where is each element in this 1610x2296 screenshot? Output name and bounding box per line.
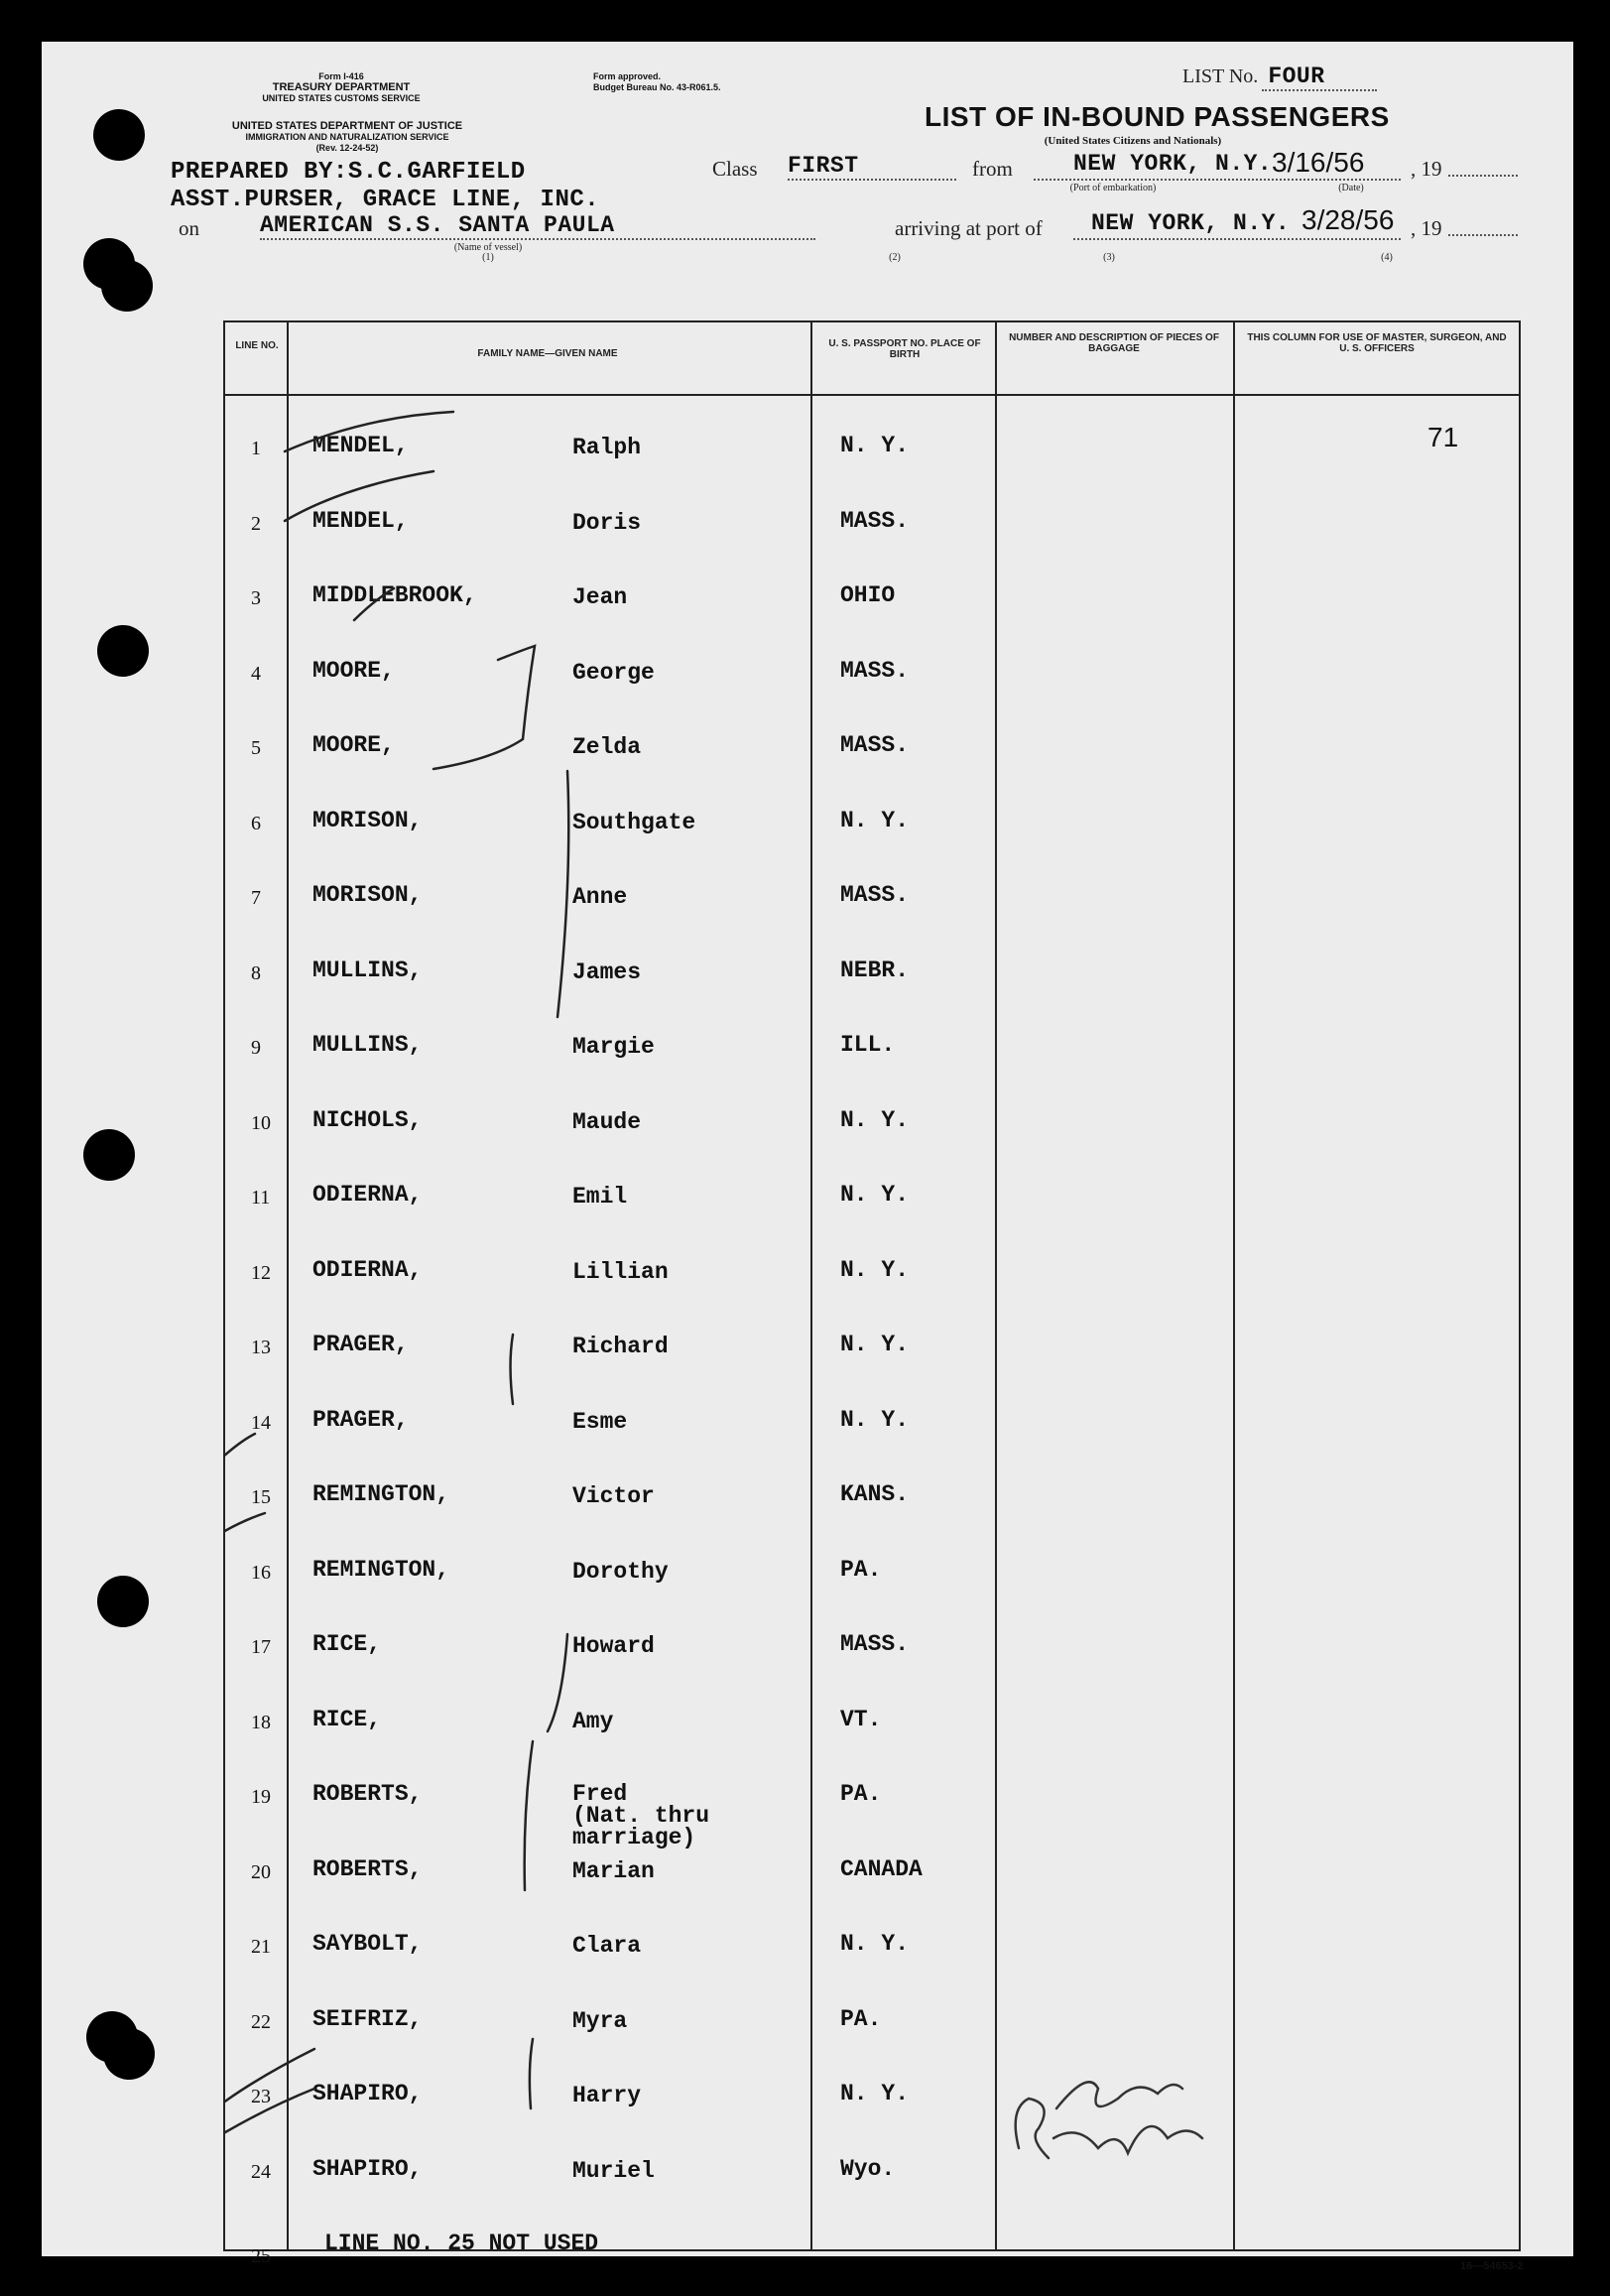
place-of-birth: PA. xyxy=(840,2005,882,2032)
family-name: RICE, xyxy=(312,1706,382,1732)
bracket-stroke xyxy=(511,1335,514,1404)
line-number: 4 xyxy=(251,662,261,685)
family-name: ODIERNA, xyxy=(312,1182,423,1208)
check-stroke xyxy=(285,471,433,521)
given-name: Lillian xyxy=(572,1258,669,1285)
year-blank-1 xyxy=(1448,175,1518,177)
family-name: SAYBOLT, xyxy=(312,1931,423,1957)
revision-date: (Rev. 12-24-52) xyxy=(315,143,379,153)
place-of-birth: CANADA xyxy=(840,1855,923,1882)
place-of-birth: N. Y. xyxy=(840,2081,910,2106)
family-name: PRAGER, xyxy=(312,1406,409,1433)
punch-hole xyxy=(97,1576,149,1627)
punch-hole xyxy=(103,2028,155,2080)
line-number: 17 xyxy=(251,1636,271,1658)
punch-hole xyxy=(93,109,145,161)
place-of-birth: MASS. xyxy=(840,882,910,908)
line-number: 3 xyxy=(251,587,261,609)
from-label: from xyxy=(972,157,1013,181)
footer-code: 16—54653-2 xyxy=(1460,2260,1524,2272)
line-number: 8 xyxy=(251,961,261,984)
col2-number: (2) xyxy=(889,252,901,263)
line-number: 12 xyxy=(251,1261,271,1284)
family-name: MULLINS, xyxy=(312,1032,423,1058)
arrival-field xyxy=(1073,204,1401,240)
line-number: 25 xyxy=(251,2245,271,2267)
line-number: 5 xyxy=(251,737,261,759)
embarkation-port: NEW YORK, N.Y. xyxy=(1073,151,1273,177)
line-number: 23 xyxy=(251,2086,271,2107)
place-of-birth: KANS. xyxy=(840,1481,910,1507)
family-name: RICE, xyxy=(312,1631,382,1657)
check-stroke xyxy=(225,2049,314,2108)
family-name: MORISON, xyxy=(312,882,423,908)
check-stroke xyxy=(225,2089,314,2138)
given-name: James xyxy=(572,958,642,985)
bracket-stroke xyxy=(548,1634,567,1731)
line-number: 11 xyxy=(251,1187,271,1209)
check-stroke xyxy=(354,588,394,620)
line-number: 1 xyxy=(251,438,261,459)
col-header-officers: THIS COLUMN FOR USE OF MASTER, SURGEON, AND U. S. OFFICERS xyxy=(1247,332,1507,354)
family-name: ROBERTS, xyxy=(312,1855,423,1882)
given-name: Fred (Nat. thru marriage) xyxy=(572,1781,710,1850)
handwritten-marks xyxy=(225,322,1523,2253)
bracket-stroke xyxy=(530,2039,533,2108)
dept-justice: UNITED STATES DEPARTMENT OF JUSTICE xyxy=(231,120,463,132)
col4-number: (4) xyxy=(1381,252,1393,263)
given-name: Southgate xyxy=(572,809,696,835)
budget-bureau: Budget Bureau No. 43-R061.5. xyxy=(593,82,721,92)
given-name: Richard xyxy=(572,1334,669,1359)
year-blank-2 xyxy=(1448,234,1518,236)
bracket-stroke xyxy=(557,771,568,1017)
list-no-value: FOUR xyxy=(1262,64,1377,91)
family-name: SEIFRIZ, xyxy=(312,2005,423,2032)
line-number: 15 xyxy=(251,1486,271,1508)
place-of-birth: MASS. xyxy=(840,657,910,684)
given-name: Zelda xyxy=(572,734,642,760)
approval-block xyxy=(593,71,721,93)
family-name: ROBERTS, xyxy=(312,1781,423,1807)
punch-hole xyxy=(101,260,153,312)
place-of-birth: NEBR. xyxy=(840,957,910,983)
list-no-label: LIST No. xyxy=(1182,65,1259,87)
place-of-birth: PA. xyxy=(840,1556,882,1583)
line-number: 24 xyxy=(251,2160,271,2183)
place-of-birth: N. Y. xyxy=(840,1931,910,1957)
page-subtitle: (United States Citizens and Nationals) xyxy=(1044,135,1222,147)
given-name: Muriel xyxy=(572,2157,655,2184)
year-field-1: , 19 xyxy=(1411,157,1442,181)
line-number: 21 xyxy=(251,1936,271,1958)
customs-service: UNITED STATES CUSTOMS SERVICE xyxy=(262,93,421,103)
purser-line: ASST.PURSER, GRACE LINE, INC. xyxy=(171,187,600,213)
family-name: MORISON, xyxy=(312,807,423,833)
place-of-birth: Wyo. xyxy=(840,2155,896,2182)
form-number-block xyxy=(252,71,431,104)
given-name: Emil xyxy=(572,1184,628,1210)
line-number: 18 xyxy=(251,1711,271,1733)
given-name: Ralph xyxy=(572,435,642,460)
given-name: Anne xyxy=(572,884,628,910)
check-stroke xyxy=(225,1434,255,1473)
line-number: 9 xyxy=(251,1037,261,1059)
place-of-birth: N. Y. xyxy=(840,1106,910,1133)
family-name: MULLINS, xyxy=(312,957,423,983)
ins-service: IMMIGRATION AND NATURALIZATION SERVICE xyxy=(245,132,449,142)
punch-hole xyxy=(83,1129,135,1181)
family-name: PRAGER, xyxy=(312,1332,409,1357)
col-header-baggage: NUMBER AND DESCRIPTION OF PIECES OF BAGGAGE xyxy=(1009,332,1219,354)
given-name: Jean xyxy=(572,584,628,610)
check-stroke xyxy=(225,1513,265,1543)
family-name: LINE NO. 25 NOT USED xyxy=(324,2231,599,2256)
col-header-name: FAMILY NAME—GIVEN NAME xyxy=(477,348,618,359)
place-of-birth: MASS. xyxy=(840,507,910,534)
place-of-birth: N. Y. xyxy=(840,807,910,833)
place-of-birth: N. Y. xyxy=(840,1406,910,1433)
on-label: on xyxy=(179,216,199,240)
given-name: Clara xyxy=(572,1933,642,1959)
line-number: 20 xyxy=(251,1860,271,1883)
col3-number: (3) xyxy=(1103,252,1115,263)
form-number: Form I-416 xyxy=(318,71,364,81)
dept-block xyxy=(169,121,526,154)
page-title: LIST OF IN-BOUND PASSENGERS xyxy=(925,101,1390,132)
family-name: MOORE, xyxy=(312,732,395,758)
place-of-birth: N. Y. xyxy=(840,1256,910,1283)
line-number: 7 xyxy=(251,887,261,909)
arrival-date: 3/28/56 xyxy=(1301,204,1395,235)
place-of-birth: MASS. xyxy=(840,732,910,758)
line-number: 14 xyxy=(251,1411,271,1434)
prepared-by: PREPARED BY:S.C.GARFIELD xyxy=(171,159,526,186)
line-number: 16 xyxy=(251,1561,271,1584)
family-name: MENDEL, xyxy=(312,507,409,534)
place-of-birth: VT. xyxy=(840,1706,882,1732)
col-header-passport: U. S. PASSPORT NO. PLACE OF BIRTH xyxy=(828,338,981,360)
given-name: Marian xyxy=(572,1857,655,1884)
family-name: MENDEL, xyxy=(312,433,409,458)
family-name: REMINGTON, xyxy=(312,1556,450,1583)
given-name: Myra xyxy=(572,2007,628,2034)
given-name: Margie xyxy=(572,1034,655,1060)
class-label: Class xyxy=(712,157,758,181)
officer-note: 71 xyxy=(1427,422,1459,452)
family-name: MOORE, xyxy=(312,657,395,684)
line-number: 13 xyxy=(251,1337,271,1358)
arrival-port: NEW YORK, N.Y. xyxy=(1091,210,1291,236)
family-name: REMINGTON, xyxy=(312,1481,450,1507)
line-number: 6 xyxy=(251,812,261,834)
given-name: Harry xyxy=(572,2083,642,2108)
form-approved: Form approved. xyxy=(593,71,662,81)
arriving-label: arriving at port of xyxy=(895,216,1043,240)
line-number: 22 xyxy=(251,2010,271,2033)
treasury-dept: TREASURY DEPARTMENT xyxy=(272,81,411,93)
vessel-name: AMERICAN S.S. SANTA PAULA xyxy=(260,212,815,240)
bracket-stroke xyxy=(525,1741,533,1890)
line-number: 2 xyxy=(251,512,261,535)
document-page xyxy=(42,42,1573,2272)
date-caption: (Date) xyxy=(1338,183,1364,193)
embarkation-date: 3/16/56 xyxy=(1272,147,1365,178)
given-name: Doris xyxy=(572,509,642,536)
check-stroke xyxy=(285,412,453,451)
given-name: Dorothy xyxy=(572,1558,669,1585)
year-field-2: , 19 xyxy=(1411,216,1442,240)
family-name: ODIERNA, xyxy=(312,1256,423,1283)
place-of-birth: N. Y. xyxy=(840,1332,910,1357)
class-value: FIRST xyxy=(788,153,956,181)
place-of-birth: PA. xyxy=(840,1781,882,1807)
line-number: 19 xyxy=(251,1786,271,1808)
place-of-birth: N. Y. xyxy=(840,1182,910,1208)
bracket-stroke xyxy=(433,646,535,769)
col1-number: (1) xyxy=(482,252,494,263)
given-name: Howard xyxy=(572,1633,655,1659)
place-of-birth: ILL. xyxy=(840,1032,896,1058)
given-name: Victor xyxy=(572,1483,655,1509)
given-name: George xyxy=(572,659,655,686)
line-number: 10 xyxy=(251,1111,271,1134)
family-name: SHAPIRO, xyxy=(312,2155,423,2182)
embarkation-field xyxy=(1034,147,1401,181)
family-name: SHAPIRO, xyxy=(312,2081,423,2106)
family-name: NICHOLS, xyxy=(312,1106,423,1133)
vessel-caption: (Name of vessel) xyxy=(453,242,523,253)
place-of-birth: N. Y. xyxy=(840,433,910,458)
col-header-line-no: LINE NO. xyxy=(235,340,279,351)
given-name: Maude xyxy=(572,1108,642,1135)
place-of-birth: OHIO xyxy=(840,582,896,608)
given-name: Amy xyxy=(572,1708,614,1734)
punch-hole xyxy=(97,625,149,677)
given-name: Esme xyxy=(572,1408,628,1435)
list-number xyxy=(1182,64,1377,91)
family-name: MIDDLEBROOK, xyxy=(312,582,477,608)
place-of-birth: MASS. xyxy=(840,1631,910,1657)
embarkation-caption: (Port of embarkation) xyxy=(1069,183,1157,193)
